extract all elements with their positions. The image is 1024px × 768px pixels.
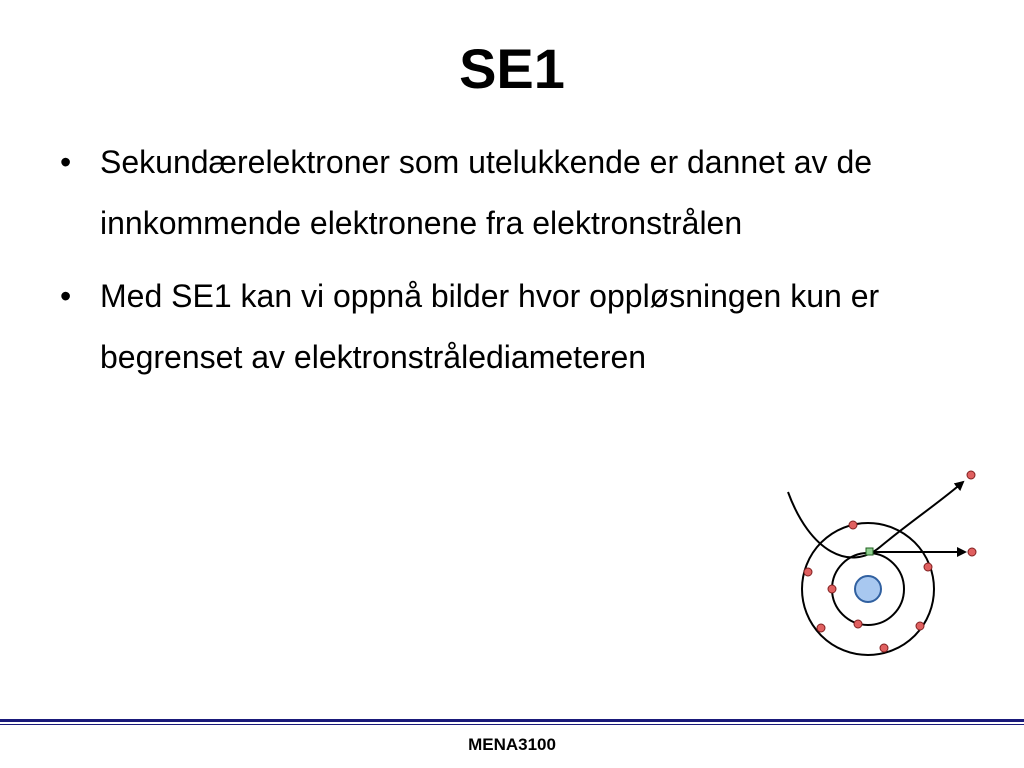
- electron: [967, 471, 975, 479]
- bullet-item: [60, 266, 970, 388]
- bullet-list: [60, 132, 970, 400]
- incoming-electron-path: [788, 482, 963, 558]
- electron: [849, 521, 857, 529]
- bullet-marker: •: [60, 278, 72, 314]
- slide-title: SE1: [459, 37, 565, 100]
- footer-course-code: MENA3100: [468, 735, 556, 754]
- nucleus: [855, 576, 881, 602]
- electron: [817, 624, 825, 632]
- atom-scattering-icon: [770, 462, 986, 662]
- electron: [854, 620, 862, 628]
- bullet-marker: •: [60, 144, 72, 180]
- electron: [828, 585, 836, 593]
- bullet-text: Med SE1 kan vi oppnå bilder hvor oppløsningen kun er begrenset av elektronstrålediameteren: [100, 278, 880, 375]
- bullet-text: Sekundærelektroner som utelukkende er dannet av de innkommende elektronene fra elektronstrålen: [100, 144, 873, 241]
- electron: [804, 568, 812, 576]
- footer-divider-thin: [0, 724, 1024, 725]
- electron: [880, 644, 888, 652]
- electron: [924, 563, 932, 571]
- electron: [968, 548, 976, 556]
- footer-divider: [0, 719, 1024, 722]
- interaction-point: [866, 548, 873, 555]
- bullet-item: [60, 132, 970, 254]
- electron: [916, 622, 924, 630]
